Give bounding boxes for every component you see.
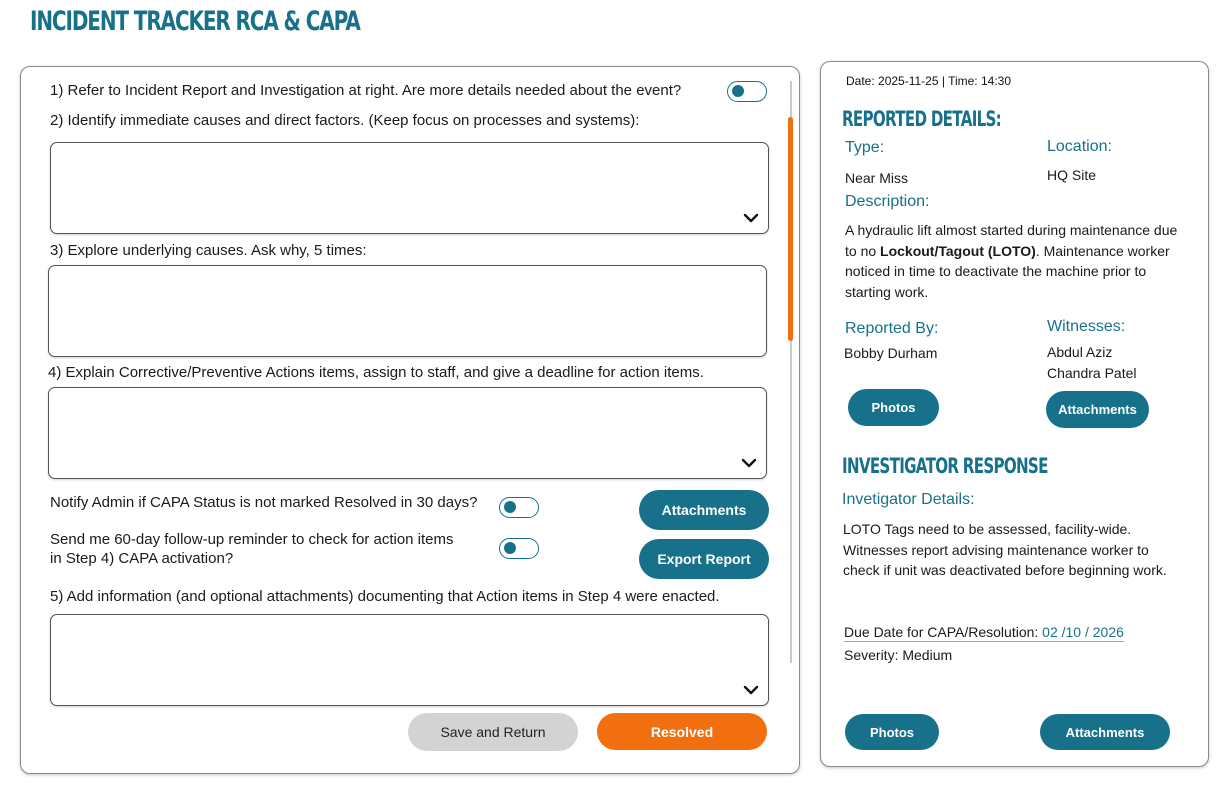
export-report-button[interactable]: Export Report <box>639 539 769 579</box>
reported-by-label: Reported By: <box>845 320 939 337</box>
location-value: HQ Site <box>1047 167 1097 183</box>
question-1: 1) Refer to Incident Report and Investigation at right. Are more details needed about the event? <box>50 82 682 99</box>
incident-details-panel <box>820 61 1209 767</box>
save-and-return-button[interactable]: Save and Return <box>408 713 578 751</box>
description-part-1: A hydraulic lift almost started during maintenance due to no <box>845 222 1178 259</box>
reported-details-heading: REPORTED DETAILS: <box>842 107 1002 131</box>
description-label: Description: <box>845 193 930 210</box>
investigator-photos-button[interactable]: Photos <box>845 714 939 750</box>
investigator-response-heading: INVESTIGATOR RESPONSE <box>842 454 1048 478</box>
immediate-causes-textarea[interactable] <box>50 142 769 234</box>
reported-by-value: Bobby Durham <box>844 345 938 361</box>
capa-actions-textarea[interactable] <box>48 387 767 479</box>
question-3: 3) Explore underlying causes. Ask why, 5 times: <box>50 242 367 259</box>
due-date-input[interactable]: 02 /10 / 2026 <box>1042 624 1124 640</box>
description-text <box>845 220 1185 303</box>
scrollbar-thumb[interactable] <box>788 117 793 341</box>
underlying-causes-textarea[interactable] <box>48 265 767 357</box>
reminder-label-line-1: Send me 60-day follow-up reminder to check for action items <box>50 531 454 548</box>
chevron-down-icon <box>743 213 759 223</box>
reported-attachments-button[interactable]: Attachments <box>1046 391 1149 428</box>
witness-item: Chandra Patel <box>1047 365 1137 381</box>
notify-admin-toggle[interactable] <box>499 497 539 518</box>
page-title: INCIDENT TRACKER RCA & CAPA <box>30 6 360 37</box>
investigator-attachments-button[interactable]: Attachments <box>1040 714 1170 750</box>
question-2: 2) Identify immediate causes and direct factors. (Keep focus on processes and systems): <box>50 112 640 129</box>
chevron-down-icon <box>741 458 757 468</box>
more-details-toggle[interactable] <box>727 81 767 102</box>
investigator-details-text: LOTO Tags need to be assessed, facility-wide. Witnesses report advising maintenance worker to check if unit was deactivated before beginning work. <box>843 521 1167 579</box>
investigator-details-label: Invetigator Details: <box>842 491 975 508</box>
location-label: Location: <box>1047 138 1112 155</box>
notify-admin-label: Notify Admin if CAPA Status is not marked Resolved in 30 days? <box>50 494 478 511</box>
description-loto: Lockout/Tagout (LOTO) <box>880 242 1036 259</box>
attachments-button[interactable]: Attachments <box>639 490 769 530</box>
toggle-knob <box>504 542 516 554</box>
due-date-label: Due Date for CAPA/Resolution: <box>844 624 1039 640</box>
toggle-knob <box>504 501 516 513</box>
type-value: Near Miss <box>845 170 909 186</box>
evidence-textarea[interactable] <box>50 614 769 706</box>
witnesses-label: Witnesses: <box>1047 318 1126 335</box>
follow-up-reminder-toggle[interactable] <box>499 538 539 559</box>
rca-form-panel <box>20 66 800 774</box>
reported-photos-button[interactable]: Photos <box>848 389 939 426</box>
severity-text: Severity: Medium <box>844 647 953 663</box>
toggle-knob <box>732 85 744 97</box>
type-label: Type: <box>845 139 885 156</box>
chevron-down-icon <box>743 685 759 695</box>
resolved-button[interactable]: Resolved <box>597 713 767 750</box>
report-datetime: Date: 2025-11-25 | Time: 14:30 <box>846 74 1011 88</box>
description-part-2: . Maintenance worker noticed in time to deactivate the machine prior to starting work. <box>845 242 1170 301</box>
due-date-row <box>844 624 1124 642</box>
witness-item: Abdul Aziz <box>1047 344 1113 360</box>
question-5: 5) Add information (and optional attachments) documenting that Action items in Step 4 were enacted. <box>50 588 720 605</box>
question-4: 4) Explain Corrective/Preventive Actions items, assign to staff, and give a deadline for action items. <box>48 364 704 381</box>
reminder-label-line-2: in Step 4) CAPA activation? <box>50 550 234 567</box>
